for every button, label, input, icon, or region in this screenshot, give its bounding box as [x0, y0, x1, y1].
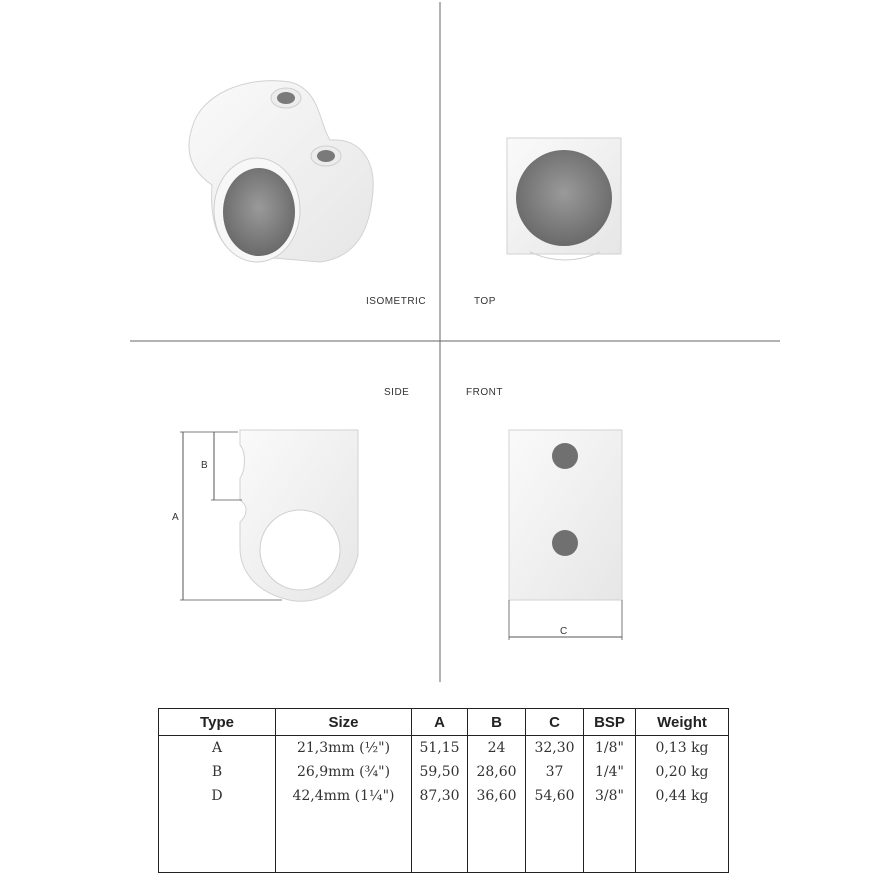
top-label: TOP	[474, 296, 496, 307]
cell-a: 51,15	[412, 736, 468, 761]
header-size: Size	[276, 709, 412, 736]
table-row	[159, 784, 729, 808]
dimension-c-label: C	[560, 626, 568, 637]
cell-weight: 0,44 kg	[636, 784, 729, 808]
header-type: Type	[159, 709, 276, 736]
cell-c: 32,30	[526, 736, 584, 761]
cell-type: D	[159, 784, 276, 808]
cell-a: 87,30	[412, 784, 468, 808]
cell-c: 54,60	[526, 784, 584, 808]
table-empty-row	[159, 808, 729, 873]
cell-c: 37	[526, 760, 584, 784]
header-c: C	[526, 709, 584, 736]
header-weight: Weight	[636, 709, 729, 736]
cell-bsp: 1/4"	[584, 760, 636, 784]
cell-weight: 0,13 kg	[636, 736, 729, 761]
side-view	[172, 430, 358, 601]
cell-type: A	[159, 736, 276, 761]
cell-b: 28,60	[468, 760, 526, 784]
side-label: SIDE	[384, 387, 410, 398]
cell-type: B	[159, 760, 276, 784]
header-a: A	[412, 709, 468, 736]
table-row	[159, 760, 729, 784]
table-row	[159, 736, 729, 761]
front-view	[509, 430, 622, 640]
isometric-view	[189, 81, 373, 262]
cell-a: 59,50	[412, 760, 468, 784]
table-header-row	[159, 709, 729, 736]
dimension-b-label: B	[201, 460, 208, 471]
top-view	[507, 138, 621, 260]
cell-size: 21,3mm (½")	[276, 736, 412, 761]
cell-size: 42,4mm (1¼")	[276, 784, 412, 808]
dimension-a-label: A	[172, 512, 179, 523]
cell-b: 24	[468, 736, 526, 761]
cell-size: 26,9mm (¾")	[276, 760, 412, 784]
cell-bsp: 3/8"	[584, 784, 636, 808]
cell-weight: 0,20 kg	[636, 760, 729, 784]
isometric-label: ISOMETRIC	[366, 296, 427, 307]
header-b: B	[468, 709, 526, 736]
header-bsp: BSP	[584, 709, 636, 736]
specification-table	[158, 708, 729, 873]
cell-bsp: 1/8"	[584, 736, 636, 761]
front-label: FRONT	[466, 387, 503, 398]
cell-b: 36,60	[468, 784, 526, 808]
